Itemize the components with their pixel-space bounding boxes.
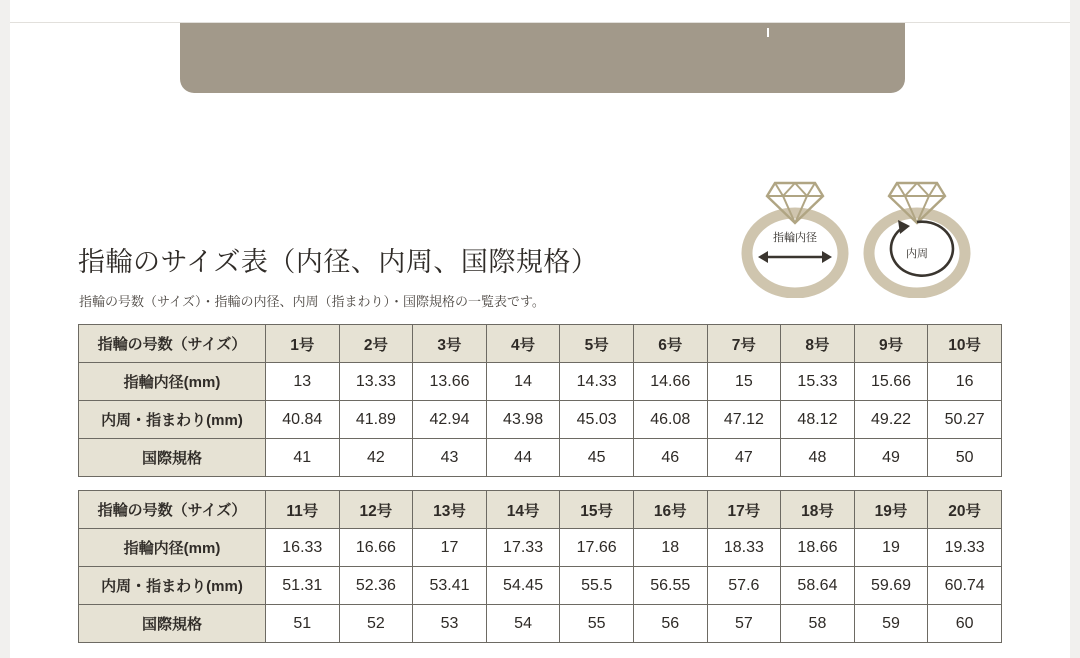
table-row	[79, 439, 1002, 477]
table-cell: 42	[339, 439, 413, 477]
table-cell: 58.64	[781, 567, 855, 605]
table-cell: 55	[560, 605, 634, 643]
table-row	[79, 401, 1002, 439]
table-cell: 15.66	[854, 363, 928, 401]
table-cell: 17.33	[486, 529, 560, 567]
table-cell: 53.41	[413, 567, 487, 605]
table-cell: 57.6	[707, 567, 781, 605]
table-cell: 47.12	[707, 401, 781, 439]
column-header: 7号	[707, 325, 781, 363]
page-title: 指輪のサイズ表（内径、内周、国際規格）	[78, 247, 599, 278]
column-header: 20号	[928, 491, 1002, 529]
table-cell: 42.94	[413, 401, 487, 439]
table-row	[79, 325, 1002, 363]
table-cell: 41	[266, 439, 340, 477]
column-header: 8号	[781, 325, 855, 363]
page-subtitle: 指輪の号数（サイズ）・指輪の内径、内周（指まわり）・国際規格の一覧表です。	[79, 294, 545, 309]
table-cell: 59.69	[854, 567, 928, 605]
row-header: 指輪内径(mm)	[79, 363, 266, 401]
table-cell: 48	[781, 439, 855, 477]
table-cell: 60	[928, 605, 1002, 643]
column-header: 3号	[413, 325, 487, 363]
column-header: 14号	[486, 491, 560, 529]
table-cell: 55.5	[560, 567, 634, 605]
table-cell: 14	[486, 363, 560, 401]
column-header: 4号	[486, 325, 560, 363]
column-header: 15号	[560, 491, 634, 529]
table-cell: 18	[633, 529, 707, 567]
table-cell: 15.33	[781, 363, 855, 401]
column-header: 2号	[339, 325, 413, 363]
row-header: 国際規格	[79, 439, 266, 477]
table-cell: 18.33	[707, 529, 781, 567]
column-header: 18号	[781, 491, 855, 529]
inner-circumference-label: 内周	[906, 248, 928, 260]
table-cell: 56	[633, 605, 707, 643]
column-header: 19号	[854, 491, 928, 529]
ring-illustration	[730, 168, 990, 298]
table-cell: 49	[854, 439, 928, 477]
table-cell: 48.12	[781, 401, 855, 439]
table-row	[79, 491, 1002, 529]
size-table-1-wrapper	[78, 324, 1002, 477]
table-cell: 40.84	[266, 401, 340, 439]
table-cell: 19.33	[928, 529, 1002, 567]
size-table-1	[78, 324, 1002, 477]
table-cell: 14.33	[560, 363, 634, 401]
table-cell: 59	[854, 605, 928, 643]
column-header: 1号	[266, 325, 340, 363]
table-cell: 41.89	[339, 401, 413, 439]
table-cell: 43.98	[486, 401, 560, 439]
table-cell: 52	[339, 605, 413, 643]
table-cell: 44	[486, 439, 560, 477]
column-header: 17号	[707, 491, 781, 529]
table-row	[79, 529, 1002, 567]
table-cell: 13.66	[413, 363, 487, 401]
column-header: 13号	[413, 491, 487, 529]
table-cell: 56.55	[633, 567, 707, 605]
table-cell: 58	[781, 605, 855, 643]
diamond-ring-circumference-icon	[869, 183, 965, 293]
row-header: 内周・指まわり(mm)	[79, 567, 266, 605]
table-cell: 19	[854, 529, 928, 567]
table-cell: 54	[486, 605, 560, 643]
table-cell: 60.74	[928, 567, 1002, 605]
row-header: 国際規格	[79, 605, 266, 643]
table-cell: 51	[266, 605, 340, 643]
table-cell: 46.08	[633, 401, 707, 439]
table-cell: 16.33	[266, 529, 340, 567]
table-cell: 51.31	[266, 567, 340, 605]
size-table-2	[78, 490, 1002, 643]
table-cell: 16	[928, 363, 1002, 401]
table-cell: 17	[413, 529, 487, 567]
table-cell: 57	[707, 605, 781, 643]
table-cell: 50	[928, 439, 1002, 477]
table-cell: 50.27	[928, 401, 1002, 439]
column-header: 16号	[633, 491, 707, 529]
column-header: 6号	[633, 325, 707, 363]
table-cell: 54.45	[486, 567, 560, 605]
table-cell: 13	[266, 363, 340, 401]
table-cell: 47	[707, 439, 781, 477]
table-cell: 53	[413, 605, 487, 643]
table-row	[79, 363, 1002, 401]
size-table-2-wrapper	[78, 490, 1002, 643]
table-cell: 45	[560, 439, 634, 477]
table-cell: 43	[413, 439, 487, 477]
table-cell: 45.03	[560, 401, 634, 439]
table-cell: 18.66	[781, 529, 855, 567]
table-row	[79, 567, 1002, 605]
column-header: 12号	[339, 491, 413, 529]
table-cell: 13.33	[339, 363, 413, 401]
table-cell: 49.22	[854, 401, 928, 439]
row-header: 指輪の号数（サイズ）	[79, 325, 266, 363]
table-row	[79, 605, 1002, 643]
row-header: 指輪の号数（サイズ）	[79, 491, 266, 529]
table-cell: 52.36	[339, 567, 413, 605]
column-header: 9号	[854, 325, 928, 363]
column-header: 5号	[560, 325, 634, 363]
table-cell: 16.66	[339, 529, 413, 567]
column-header: 11号	[266, 491, 340, 529]
column-header: 10号	[928, 325, 1002, 363]
row-header: 指輪内径(mm)	[79, 529, 266, 567]
table-cell: 15	[707, 363, 781, 401]
table-cell: 17.66	[560, 529, 634, 567]
inner-diameter-label: 指輪内径	[773, 232, 817, 244]
table-cell: 14.66	[633, 363, 707, 401]
row-header: 内周・指まわり(mm)	[79, 401, 266, 439]
table-cell: 46	[633, 439, 707, 477]
